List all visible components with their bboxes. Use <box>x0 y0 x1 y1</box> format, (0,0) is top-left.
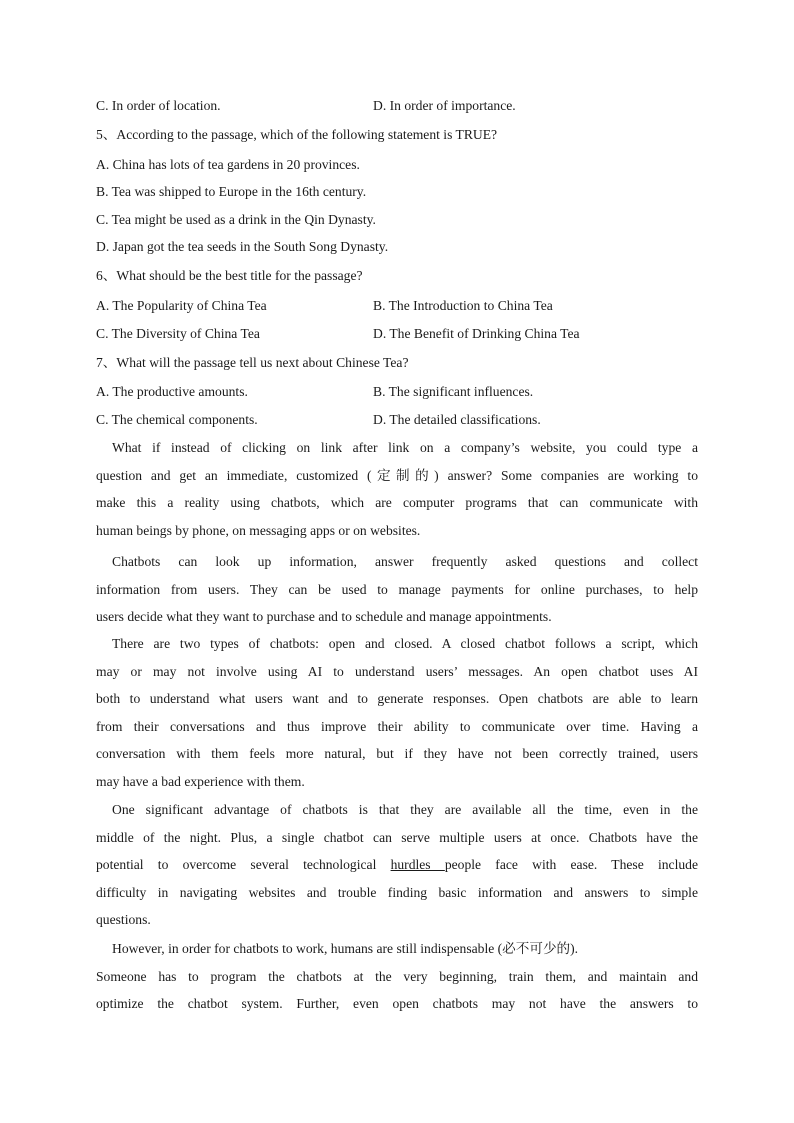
q5-stem: 5、According to the passage, which of the following statement is TRUE? <box>96 127 498 142</box>
passage-line: conversation with them feels more natural, but if they have not been correctly trained, users <box>96 746 698 762</box>
q6-option-d: D. The Benefit of Drinking China Tea <box>373 326 580 341</box>
passage-paragraph-3 <box>96 635 698 801</box>
q6-option-c: C. The Diversity of China Tea <box>96 326 260 341</box>
passage-line: What if instead of clicking on link after link on a company’s website, you could type a <box>112 440 698 455</box>
q6-option-b: B. The Introduction to China Tea <box>373 298 553 313</box>
passage-paragraph-4 <box>96 801 698 939</box>
passage-paragraph-1 <box>96 439 698 549</box>
passage-text: potential to overcome several technological <box>96 857 391 873</box>
passage-line: both to understand what users want and to generate responses. Open chatbots are able to learn <box>96 691 698 707</box>
passage-line: optimize the chatbot system. Further, even open chatbots may not have the answers to <box>96 996 698 1012</box>
q5-option-b: B. Tea was shipped to Europe in the 16th century. <box>96 184 367 199</box>
passage-line: Chatbots can look up information, answer frequently asked questions and collect <box>112 554 698 569</box>
passage-text: people face with ease. These include <box>444 857 698 873</box>
passage-line: There are two types of chatbots: open and closed. A closed chatbot follows a script, which <box>112 636 698 651</box>
passage-line: information from users. They can be used to manage payments for online purchases, to help <box>96 581 698 597</box>
q7-stem: 7、What will the passage tell us next about Chinese Tea? <box>96 355 409 370</box>
passage-paragraph-5 <box>96 940 698 1023</box>
passage-line: from their conversations and thus improve their ability to communicate over time. Having a <box>96 718 698 734</box>
passage-line: may or may not involve using AI to understand users’ messages. An open chatbot uses AI <box>96 663 698 679</box>
passage-line: may have a bad experience with them. <box>96 773 305 789</box>
q4-option-d: D. In order of importance. <box>373 98 516 113</box>
passage-line: make this a reality using chatbots, which are computer programs that can communicate with <box>96 495 698 511</box>
q4-option-c: C. In order of location. <box>96 98 221 113</box>
passage-line <box>96 856 698 884</box>
passage-paragraph-2 <box>96 553 698 636</box>
passage-line: Someone has to program the chatbots at the very beginning, train them, and maintain and <box>96 968 698 984</box>
passage-line: questions. <box>96 912 151 928</box>
q6-option-a: A. The Popularity of China Tea <box>96 298 267 313</box>
passage-line: users decide what they want to purchase and to schedule and manage appointments. <box>96 609 552 625</box>
passage-line: question and get an immediate, customized (定制的) answer? Some companies are working to <box>96 467 698 483</box>
q6-stem: 6、What should be the best title for the passage? <box>96 268 363 283</box>
passage-line: However, in order for chatbots to work, humans are still indispensable (必不可少的). <box>112 941 579 956</box>
q7-option-d: D. The detailed classifications. <box>373 412 541 427</box>
q7-option-b: B. The significant influences. <box>373 384 534 399</box>
q5-option-a: A. China has lots of tea gardens in 20 provinces. <box>96 157 360 172</box>
passage-line: middle of the night. Plus, a single chatbot can serve multiple users at once. Chatbots have the <box>96 829 698 845</box>
q5-option-c: C. Tea might be used as a drink in the Qin Dynasty. <box>96 212 376 227</box>
passage-line: One significant advantage of chatbots is that they are available all the time, even in the <box>112 802 698 817</box>
passage-line: difficulty in navigating websites and trouble finding basic information and answers to simple <box>96 884 698 900</box>
q7-option-a: A. The productive amounts. <box>96 384 248 399</box>
underlined-word-hurdles: hurdles <box>390 857 445 873</box>
q5-option-d: D. Japan got the tea seeds in the South Song Dynasty. <box>96 239 389 254</box>
passage-line: human beings by phone, on messaging apps or on websites. <box>96 522 421 538</box>
q7-option-c: C. The chemical components. <box>96 412 258 427</box>
